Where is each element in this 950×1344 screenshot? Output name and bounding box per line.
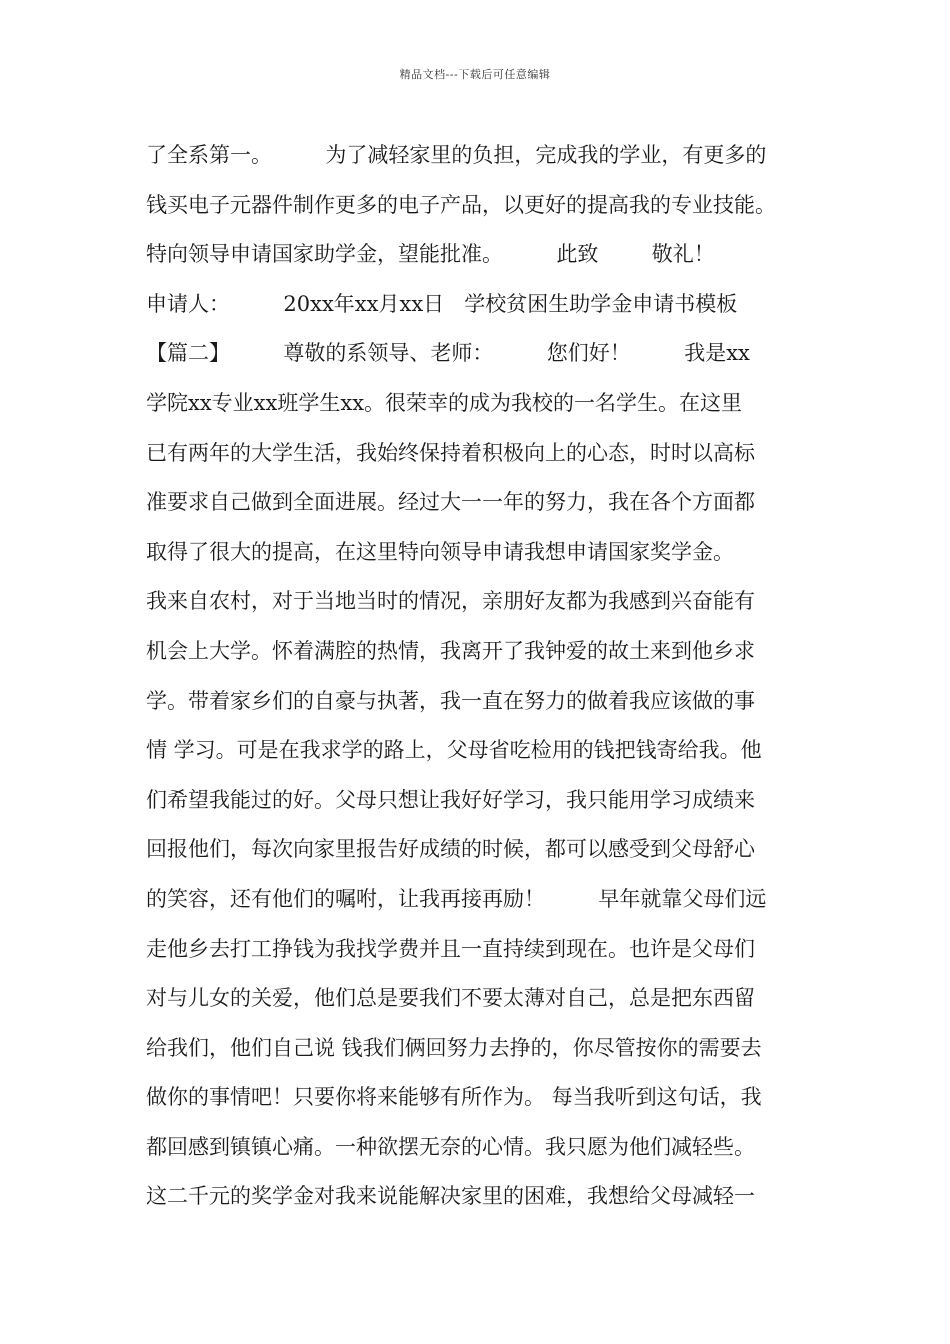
text-line: 钱买电子元器件制作更多的电子产品，以更好的提高我的专业技能。 [146, 192, 776, 217]
text-line: 特向领导申请国家助学金，望能批准。 此致 敬礼！ [146, 242, 715, 267]
text-line: 都回感到镇镇心痛。一种欲摆无奈的心情。我只愿为他们减轻些。 [146, 1134, 755, 1159]
document-body [146, 131, 816, 1222]
text-line: 学院xx专业xx班学生xx。很荣幸的成为我校的一名学生。在这里 [146, 390, 743, 415]
text-line: 学。带着家乡们的自豪与执著，我一直在努力的做着我应该做的事 [146, 688, 755, 713]
text-line: 取得了很大的提高，在这里特向领导申请我想申请国家奖学金。 [146, 539, 734, 564]
text-line: 机会上大学。怀着满腔的热情，我离开了我钟爱的故土来到他乡求 [146, 638, 755, 663]
text-line: 的笑容，还有他们的嘱咐，让我再接再励！ 早年就靠父母们远 [146, 886, 767, 911]
text-line: 了全系第一。 为了减轻家里的负担，完成我的学业，有更多的 [146, 143, 767, 167]
text-line: 们希望我能过的好。父母只想让我好好学习，我只能用学习成绩来 [146, 787, 755, 812]
text-line: 走他乡去打工挣钱为我找学费并且一直持续到现在。也许是父母们 [146, 936, 755, 961]
text-line: 做你的事情吧！只要你将来能够有所作为。 每当我听到这句话，我 [146, 1085, 762, 1110]
text-line: 回报他们，每次向家里报告好成绩的时候，都可以感受到父母舒心 [146, 837, 755, 862]
page-header: 精品文档---下载后可任意编辑 [399, 68, 551, 81]
text-line: 申请人： 20xx年xx月xx日 学校贫困生助学金申请书模板 [146, 291, 738, 316]
text-line: 我来自农村，对于当地当时的情况，亲朋好友都为我感到兴奋能有 [146, 589, 755, 614]
text-line: 这二千元的奖学金对我来说能解决家里的困难，我想给父母减轻一 [146, 1184, 755, 1209]
text-line: 准要求自己做到全面进展。经过大一一年的努力，我在各个方面都 [146, 490, 755, 515]
text-line: 【篇二】 尊敬的系领导、老师： 您们好！ 我是xx [146, 341, 750, 366]
text-line: 给我们，他们自己说 钱我们俩回努力去挣的，你尽管按你的需要去 [146, 1035, 762, 1060]
text-line: 已有两年的大学生活，我始终保持着积极向上的心态，时时以高标 [146, 440, 755, 465]
text-line: 对与儿女的关爱，他们总是要我们不要太薄对自己，总是把东西留 [146, 986, 755, 1011]
text-line: 情 学习。可是在我求学的路上，父母省吃检用的钱把钱寄给我。他 [146, 738, 762, 763]
